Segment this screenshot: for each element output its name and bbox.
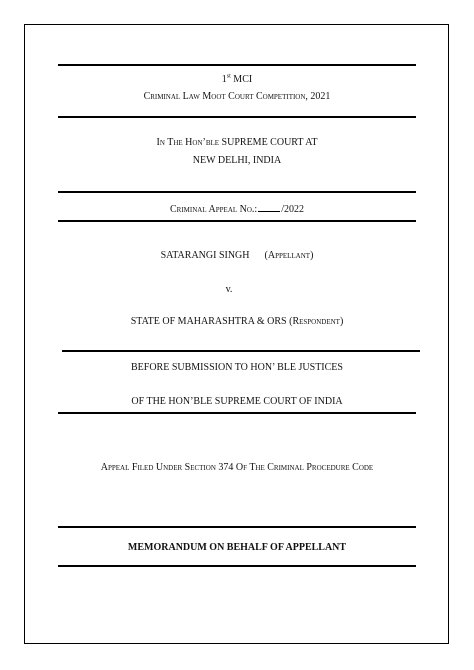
- court-line-1: [0, 137, 474, 149]
- court-line-2: NEW DELHI, INDIA: [192, 155, 282, 166]
- rule-8: [58, 565, 416, 567]
- filed-under: Appeal Filed Under Section 374 Of The Criminal Procedure Code: [100, 462, 374, 473]
- appeal-year: /2022: [281, 204, 304, 215]
- rule-5: [62, 350, 420, 352]
- respondent-line: [0, 316, 474, 328]
- rule-2: [58, 116, 416, 118]
- rule-6: [58, 412, 416, 414]
- submission-line-1: BEFORE SUBMISSION TO HON’ BLE JUSTICES: [131, 362, 343, 373]
- submission-line-2: OF THE HON’BLE SUPREME COURT OF INDIA: [131, 396, 343, 407]
- appeal-number-line: [0, 203, 474, 216]
- edition-number: 1: [221, 74, 227, 85]
- edition-org: MCI: [233, 74, 253, 85]
- respondent-name: STATE OF MAHARASHTRA & ORS: [130, 316, 287, 327]
- appellant-line: [0, 250, 474, 262]
- memorandum-title: MEMORANDUM ON BEHALF OF APPELLANT: [127, 542, 347, 553]
- versus: v.: [225, 284, 233, 295]
- appeal-number-blank: [258, 203, 280, 212]
- competition-title: Criminal Law Moot Court Competition, 2021: [143, 91, 331, 102]
- appeal-label: Criminal Appeal No.:: [169, 204, 258, 215]
- edition-suffix: st: [226, 73, 231, 80]
- rule-7: [58, 526, 416, 528]
- respondent-role: (Respondent): [289, 316, 344, 327]
- rule-4: [58, 220, 416, 222]
- edition-line: [0, 74, 474, 86]
- rule-3: [58, 191, 416, 193]
- court-name: In The Hon’ble SUPREME COURT AT: [156, 137, 318, 148]
- top-rule: [58, 64, 416, 66]
- appellant-role: (Appellant): [264, 250, 314, 261]
- appellant-name: SATARANGI SINGH: [160, 250, 250, 261]
